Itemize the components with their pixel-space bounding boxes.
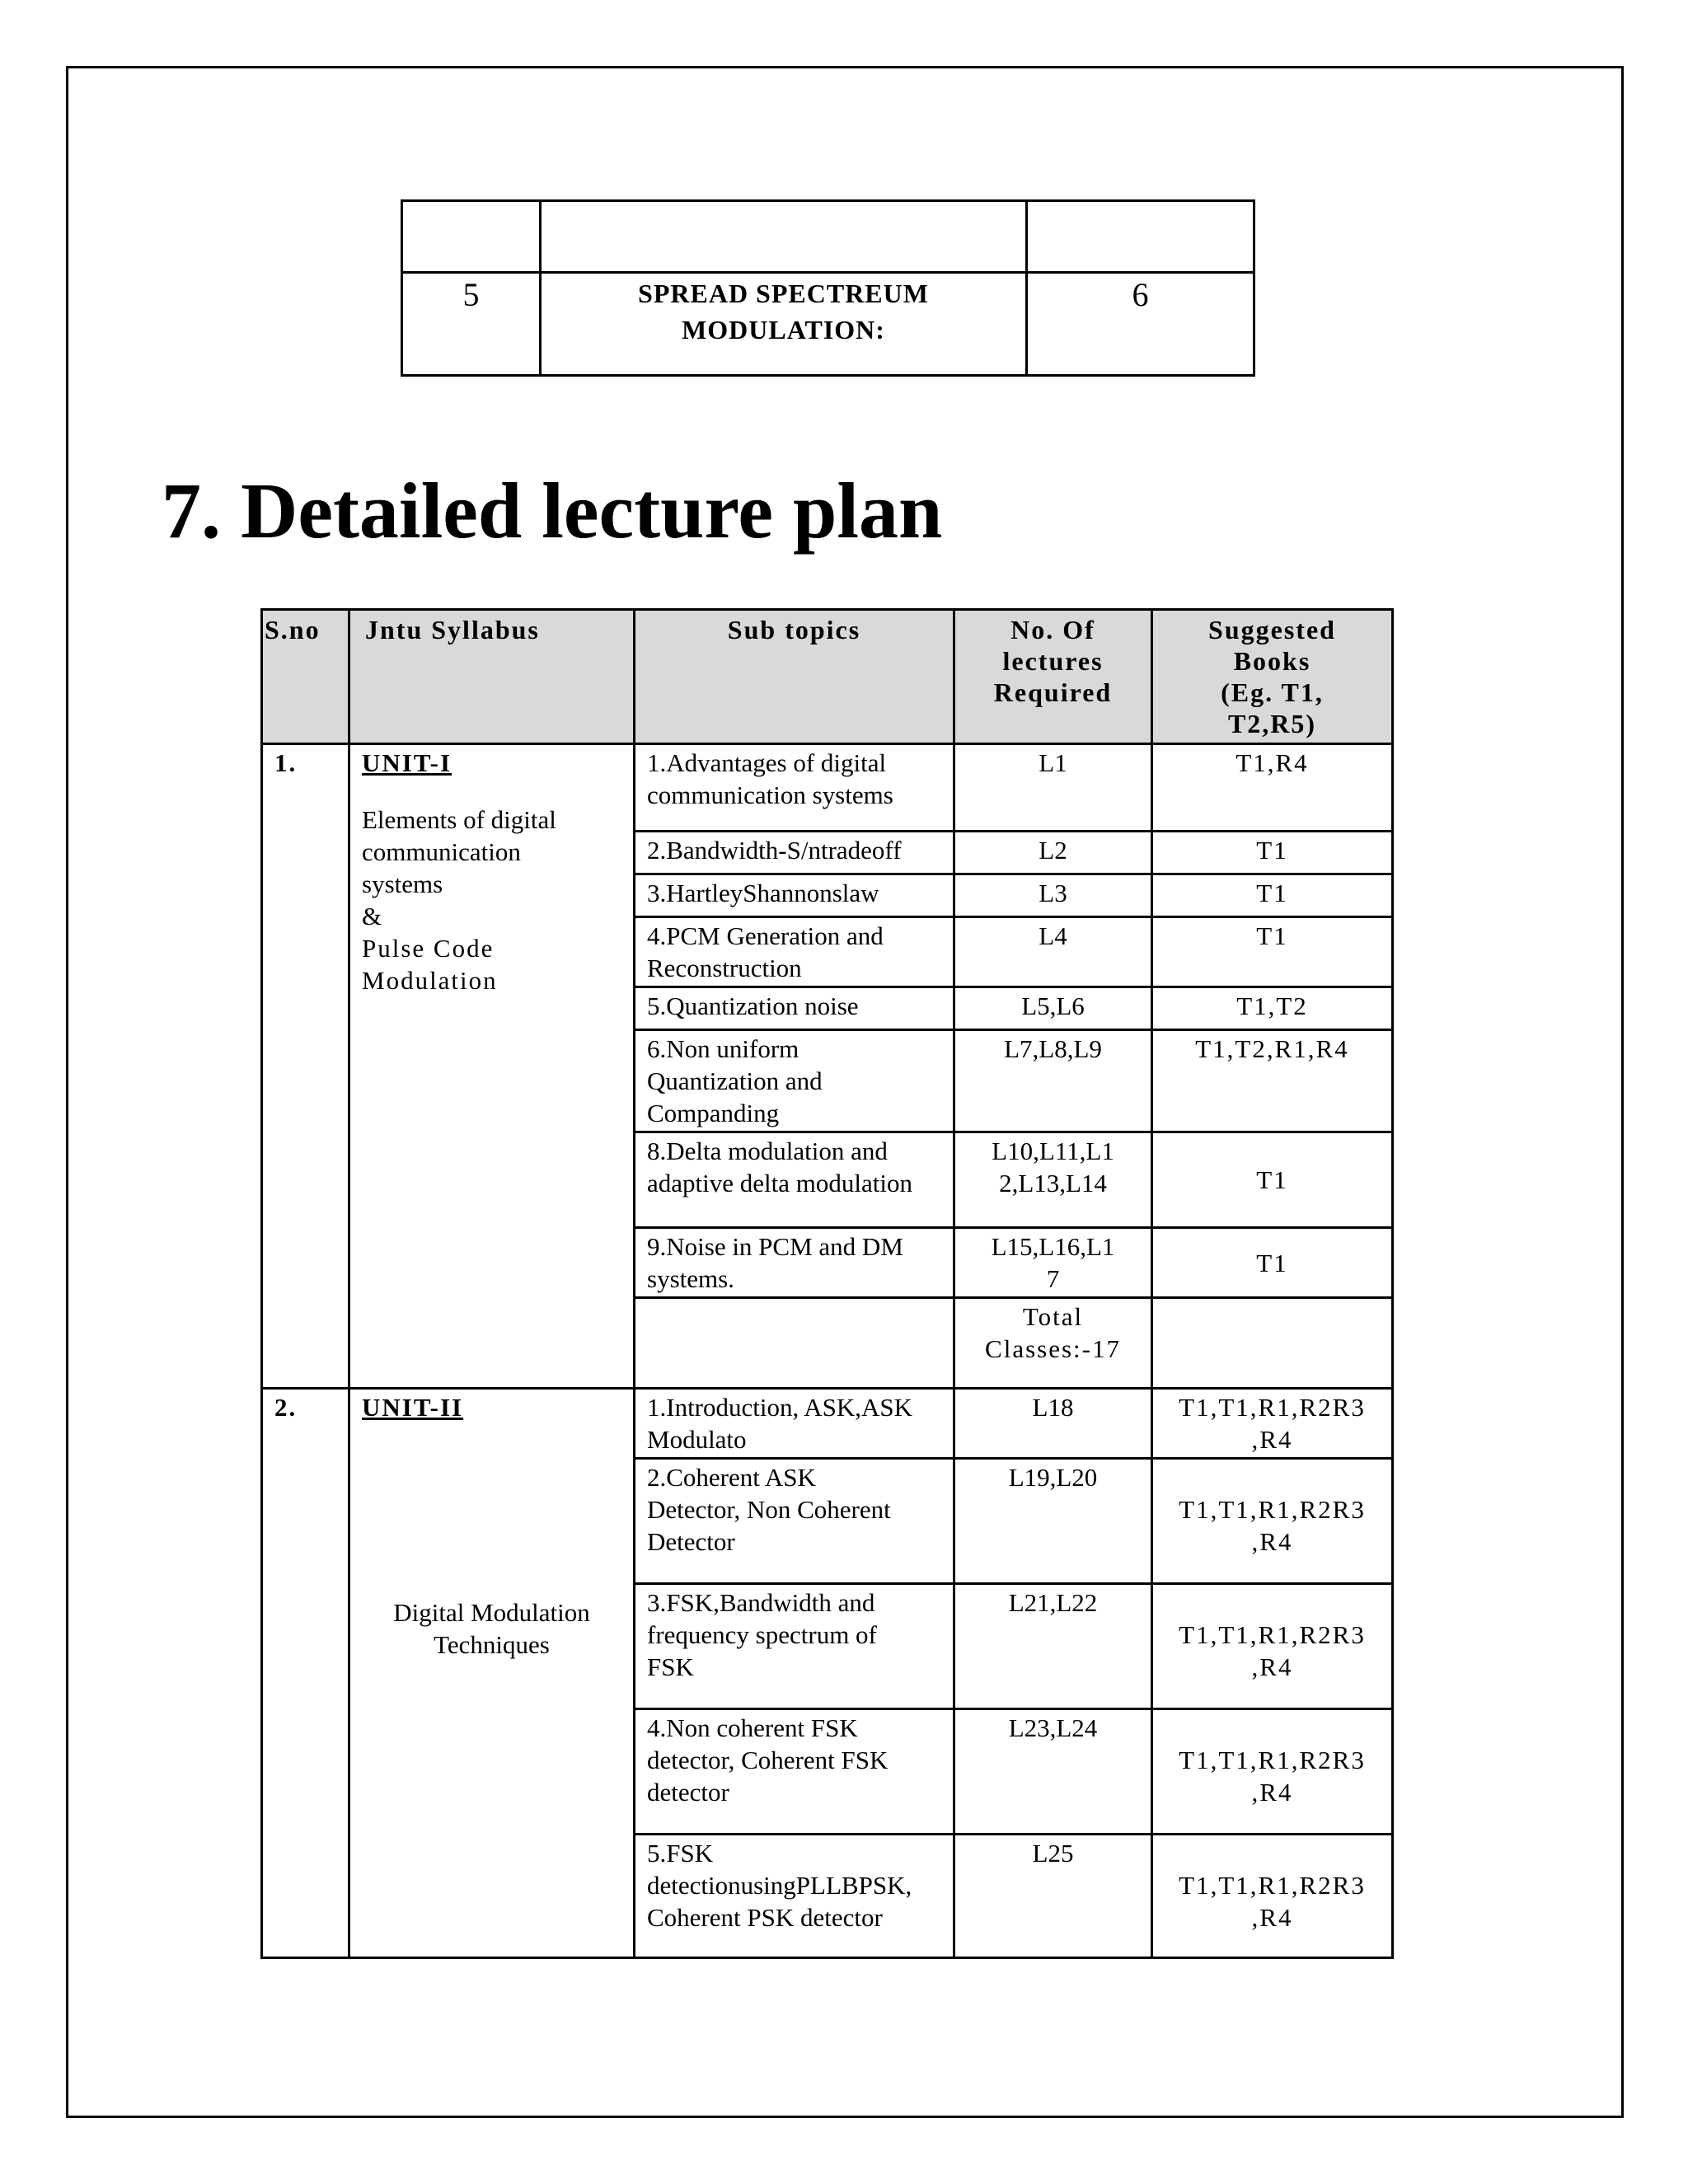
subtopic-line: detectionusingPLLBPSK, (647, 1871, 912, 1900)
books-line: T1,T1,R1,R2R3 (1179, 1871, 1366, 1900)
subtopic (635, 1459, 954, 1584)
header-sno: S.no (262, 610, 349, 744)
subtopic-line: detector (647, 1778, 729, 1807)
empty-cell (541, 201, 1027, 273)
spacer (1156, 1586, 1388, 1619)
header-lectures (954, 610, 1152, 744)
books-line: ,R4 (1251, 1903, 1293, 1932)
lectures-line: L10,L11,L1 (992, 1137, 1114, 1165)
unit1-title: UNIT-I (362, 748, 452, 777)
lectures: L19,L20 (954, 1459, 1152, 1584)
lectures: L21,L22 (954, 1584, 1152, 1709)
empty-cell (635, 1298, 954, 1389)
spacer (1156, 1837, 1388, 1869)
subtopic (635, 1709, 954, 1835)
subtopic-line: Companding (647, 1099, 780, 1127)
empty-cell (402, 201, 541, 273)
subtopic-line: 4.Non coherent FSK (647, 1713, 858, 1742)
header-line: (Eg. T1, (1221, 677, 1324, 707)
section-heading: 7. Detailed lecture plan (162, 466, 943, 555)
topic-line: MODULATION: (682, 315, 885, 344)
lectures-line: L15,L16,L1 (991, 1232, 1115, 1261)
subtopic-line: FSK (647, 1652, 694, 1681)
empty-cell (1152, 1298, 1393, 1389)
books: T1 (1152, 1132, 1393, 1228)
desc-line: Digital Modulation (393, 1598, 590, 1627)
books-line: T1,T1,R1,R2R3 (1179, 1393, 1366, 1422)
subtopic-line: Coherent PSK detector (647, 1903, 883, 1932)
subtopic: 5.Quantization noise (635, 987, 954, 1030)
books (1152, 1459, 1393, 1584)
unit1-syllabus (349, 744, 635, 1389)
books (1152, 1389, 1393, 1459)
books (1152, 1835, 1393, 1958)
subtopic-line: Detector, Non Coherent (647, 1495, 891, 1524)
books: T1,T2 (1152, 987, 1393, 1030)
unit2-sno: 2. (262, 1389, 349, 1958)
header-line: Books (1233, 646, 1311, 676)
total-line: Classes:-17 (985, 1334, 1121, 1363)
subtopic (635, 1835, 954, 1958)
books-line: T1,T1,R1,R2R3 (1179, 1620, 1366, 1649)
lectures-line: 2,L13,L14 (999, 1169, 1107, 1197)
subtopic-line: 9.Noise in PCM and DM (647, 1232, 903, 1261)
subtopic-line: 6.Non uniform (647, 1034, 799, 1063)
unit1-sno: 1. (262, 744, 349, 1389)
lectures: L1 (954, 744, 1152, 832)
subtopic-line: Reconstruction (647, 954, 802, 982)
books-line: ,R4 (1251, 1778, 1293, 1807)
books (1152, 1709, 1393, 1835)
books-line: T1,T1,R1,R2R3 (1179, 1746, 1366, 1774)
lectures: L7,L8,L9 (954, 1030, 1152, 1132)
subtopic-line: Detector (647, 1527, 735, 1556)
subtopic (635, 1389, 954, 1459)
lectures: L25 (954, 1835, 1152, 1958)
books-line: ,R4 (1251, 1425, 1293, 1454)
desc-line: Techniques (434, 1630, 550, 1659)
books: T1 (1152, 1228, 1393, 1298)
table-row (262, 744, 1393, 832)
desc-line: communication (362, 837, 521, 866)
header-line: lectures (1002, 646, 1104, 676)
lectures: L3 (954, 874, 1152, 917)
subtopic-line: adaptive delta modulation (647, 1169, 912, 1197)
lectures (954, 1228, 1152, 1298)
topic-line: SPREAD SPECTREUM (638, 279, 929, 308)
spacer (1156, 1461, 1388, 1493)
desc-line: systems (362, 869, 443, 898)
subtopic (635, 1030, 954, 1132)
books (1152, 1584, 1393, 1709)
subtopic (635, 744, 954, 832)
subtopic (635, 1584, 954, 1709)
lectures: L23,L24 (954, 1709, 1152, 1835)
desc-line: Modulation (362, 966, 498, 995)
table-row (262, 1389, 1393, 1459)
unit2-description (362, 1596, 621, 1661)
subtopic-line: 5.FSK (647, 1839, 714, 1868)
unit-topic (541, 273, 1027, 376)
unit-hours: 6 (1027, 273, 1254, 376)
header-line: No. Of (1010, 615, 1095, 644)
lectures: L2 (954, 832, 1152, 874)
lectures (954, 1132, 1152, 1228)
unit2-title: UNIT-II (362, 1393, 464, 1422)
books: T1 (1152, 832, 1393, 874)
books: T1 (1152, 874, 1393, 917)
table-row (402, 273, 1254, 376)
subtopic (635, 917, 954, 987)
books-line: ,R4 (1251, 1652, 1293, 1681)
lecture-plan-table (260, 608, 1394, 1959)
books: T1,R4 (1152, 744, 1393, 832)
unit1-description (362, 804, 621, 996)
total-classes (954, 1298, 1152, 1389)
subtopic-line: frequency spectrum of (647, 1620, 877, 1649)
lectures: L4 (954, 917, 1152, 987)
header-syllabus: Jntu Syllabus (349, 610, 635, 744)
total-line: Total (1022, 1302, 1084, 1331)
subtopic (635, 1228, 954, 1298)
subtopic-line: detector, Coherent FSK (647, 1746, 889, 1774)
desc-line: Elements of digital (362, 805, 556, 834)
subtopic-line: systems. (647, 1264, 734, 1293)
empty-cell (1027, 201, 1254, 273)
subtopic-line: communication systems (647, 780, 893, 809)
lectures-line: 7 (1046, 1264, 1060, 1293)
unit-number: 5 (402, 273, 541, 376)
header-line: T2,R5) (1227, 709, 1317, 738)
books: T1,T2,R1,R4 (1152, 1030, 1393, 1132)
books-line: T1,T1,R1,R2R3 (1179, 1495, 1366, 1524)
header-books (1152, 610, 1393, 744)
books-line: ,R4 (1251, 1527, 1293, 1556)
subtopic-line: 1.Introduction, ASK,ASK (647, 1393, 913, 1422)
desc-line: Pulse Code (362, 934, 495, 963)
header-line: Required (993, 677, 1113, 707)
unit2-syllabus (349, 1389, 635, 1958)
header-line: Suggested (1208, 615, 1336, 644)
header-subtopics: Sub topics (635, 610, 954, 744)
books: T1 (1152, 917, 1393, 987)
subtopic-line: 3.FSK,Bandwidth and (647, 1588, 875, 1617)
table-row (402, 201, 1254, 273)
subtopic: 3.HartleyShannonslaw (635, 874, 954, 917)
subtopic-line: 4.PCM Generation and (647, 921, 884, 950)
lectures: L5,L6 (954, 987, 1152, 1030)
subtopic-line: 2.Coherent ASK (647, 1463, 816, 1492)
topics-summary-table (401, 199, 1255, 377)
subtopic-line: 1.Advantages of digital (647, 748, 887, 777)
desc-line: & (362, 902, 382, 930)
subtopic-line: 8.Delta modulation and (647, 1137, 888, 1165)
spacer (1156, 1712, 1388, 1744)
subtopic: 2.Bandwidth-S/ntradeoff (635, 832, 954, 874)
subtopic-line: Modulato (647, 1425, 747, 1454)
header-row (262, 610, 1393, 744)
subtopic (635, 1132, 954, 1228)
lectures: L18 (954, 1389, 1152, 1459)
subtopic-line: Quantization and (647, 1066, 823, 1095)
